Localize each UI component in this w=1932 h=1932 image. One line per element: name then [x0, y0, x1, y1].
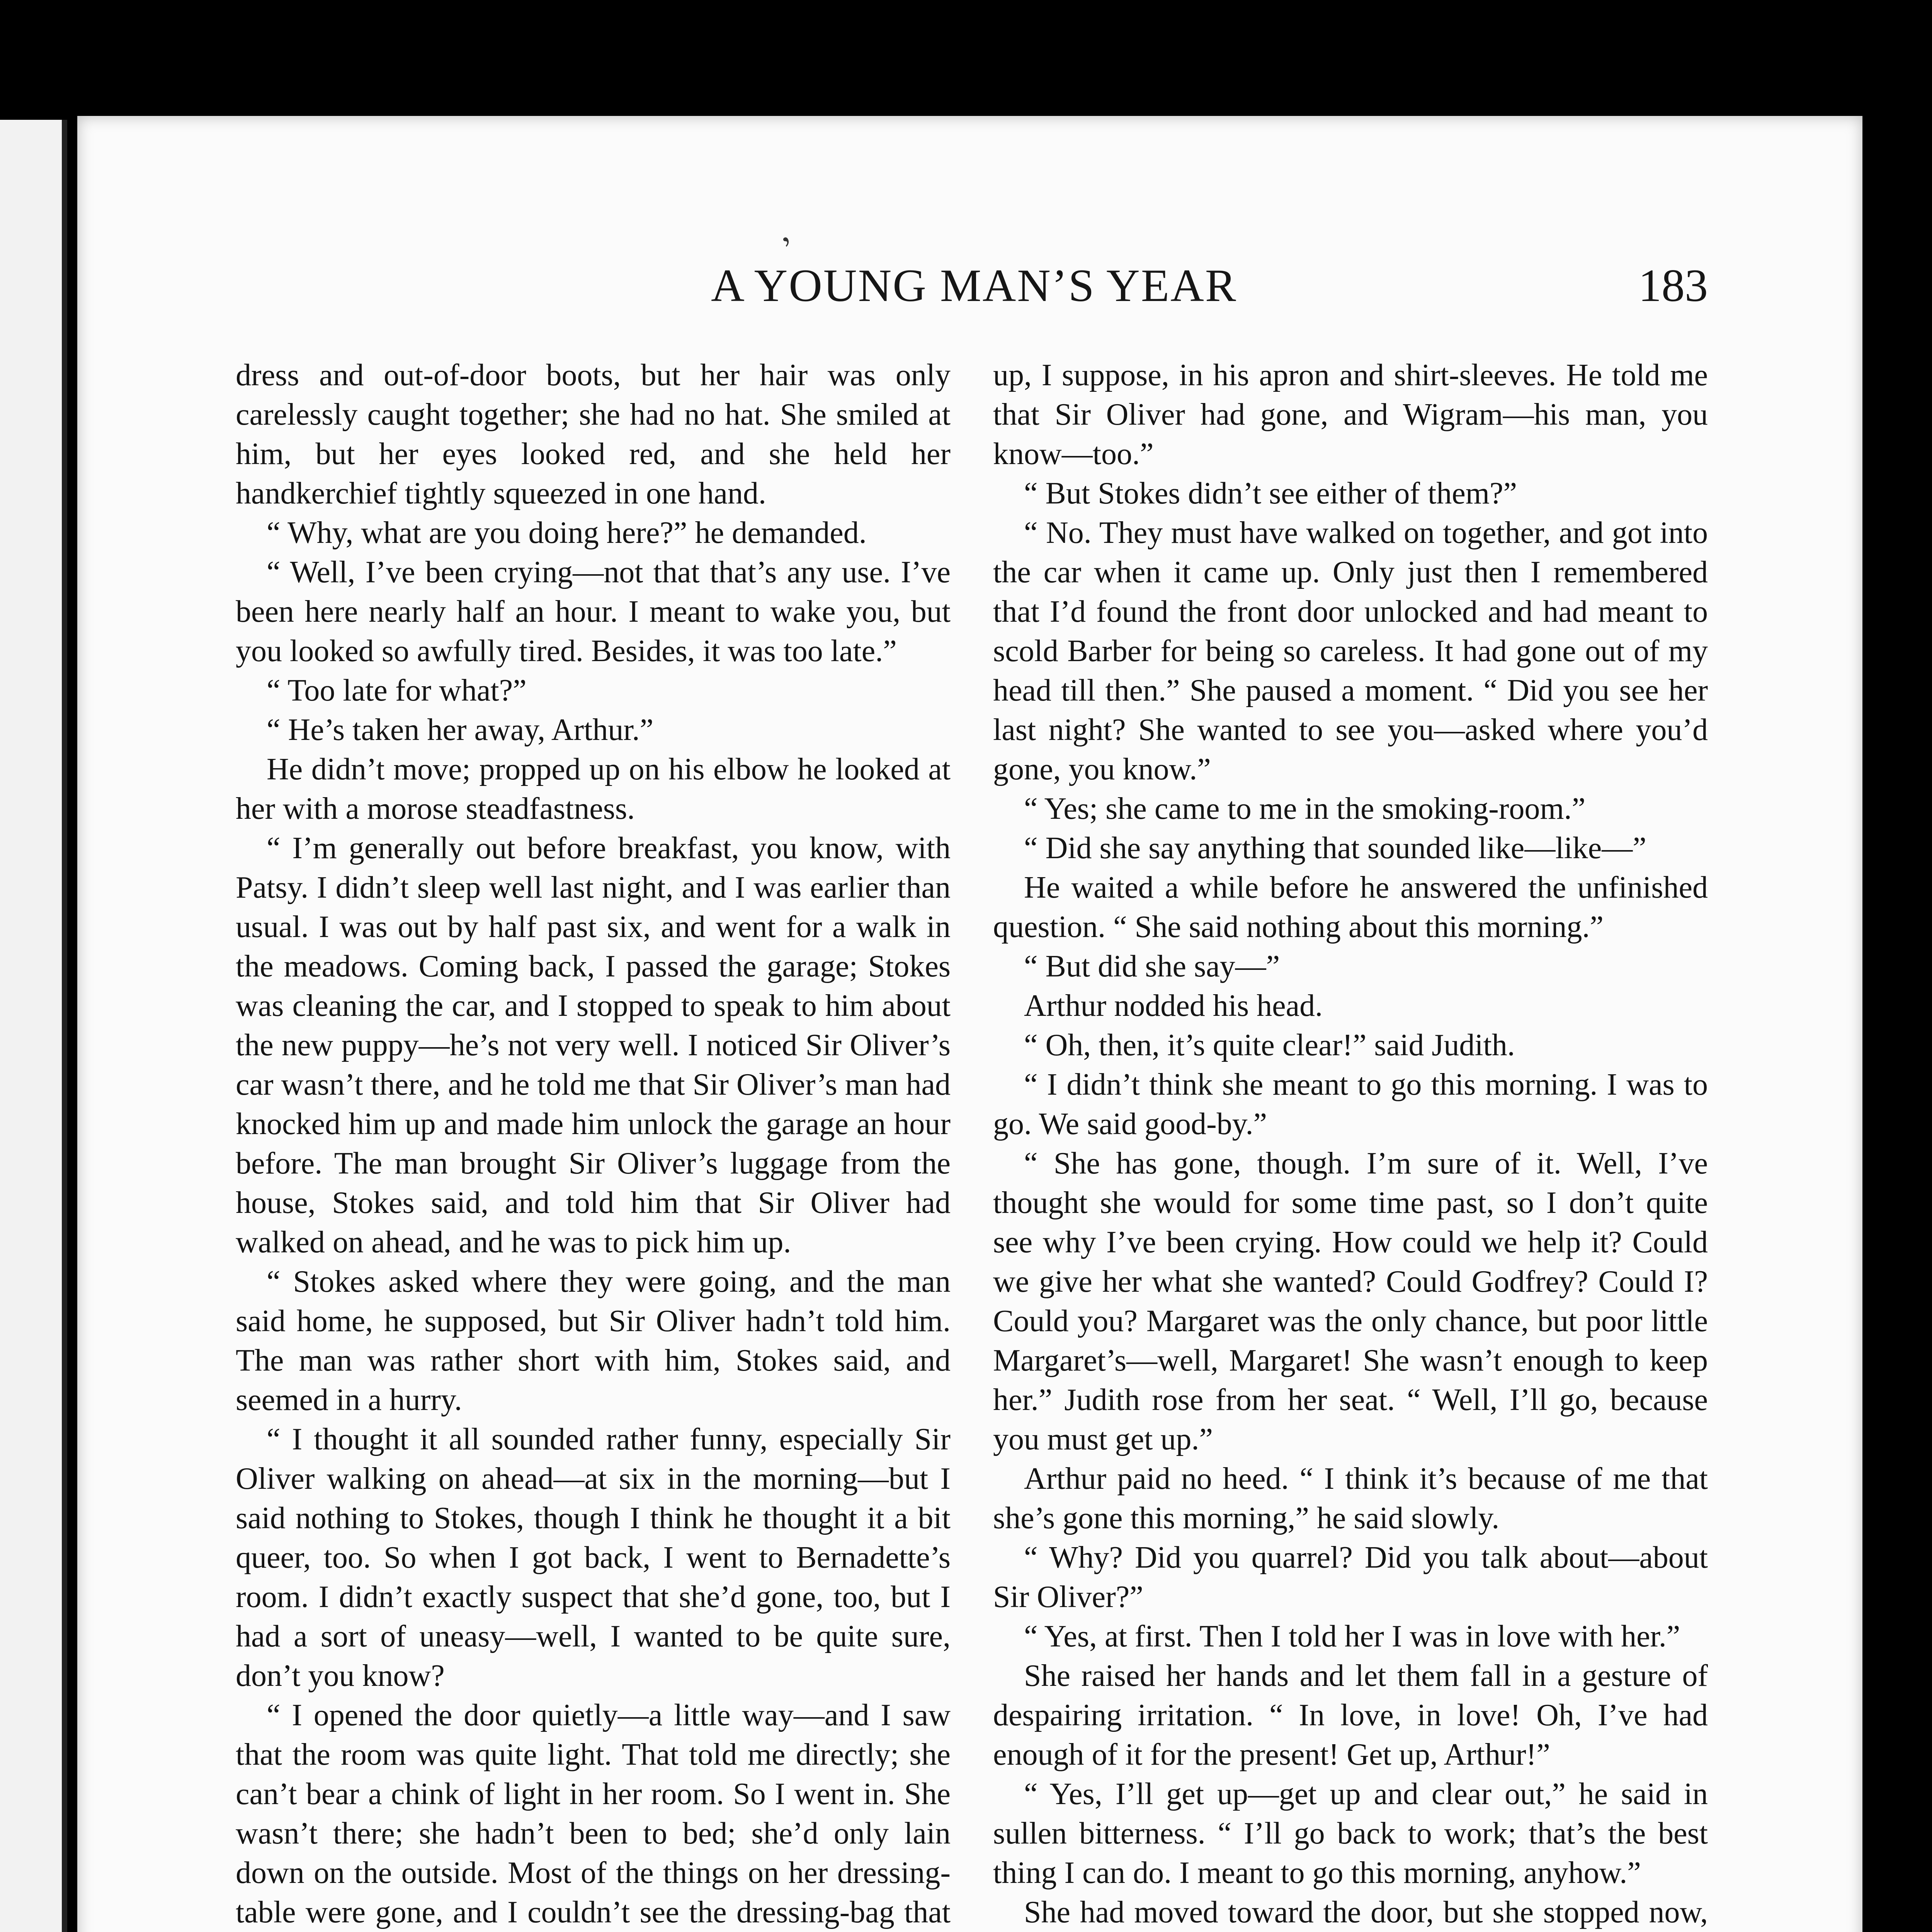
paragraph: “ Too late for what?”: [267, 673, 527, 707]
paragraph: “ Yes; she came to me in the smoking-room.”: [1024, 792, 1586, 826]
paragraph: She had moved toward the door, but she stopped now,: [1024, 1895, 1708, 1929]
paragraph: “ No. They must have walked on together, and got into the car when it came up. Only just then I remembered that I’d found the front door unlocked and had meant to scold Barber for being so careless. It had gone out of my head till then.” She paused a moment. “ Did you see her last night? She wanted to see you—asked where you’d gone, you know.”: [993, 516, 1708, 786]
paragraph: “ Oh, then, it’s quite clear!” said Judith.: [1024, 1028, 1515, 1062]
paragraph: She raised her hands and let them fall in a gesture of despairing irritation. “ In love, in love! Oh, I’ve had enough of it for the present! Get up, Arthur!”: [993, 1659, 1708, 1772]
paragraph: up, I suppose, in his apron and shirt-sleeves. He told me that Sir Oliver had gone, and Wigram—his man, you know—too.”: [993, 358, 1708, 471]
paragraph: Arthur nodded his head.: [1024, 989, 1323, 1023]
page-number: 183: [1638, 260, 1708, 311]
paragraph: “ Did she say anything that sounded like—like—”: [1024, 831, 1646, 865]
paragraph: “ I thought it all sounded rather funny, especially Sir Oliver walking on ahead—at six in the morning—but I said nothing to Stokes, though I think he thought it a bit queer, too. So when I got back, I went to Bernadette’s room. I didn’t exactly suspect that she’d gone, too, but I had a sort of uneasy—well, I wanted to be quite sure, don’t you know?: [236, 1422, 951, 1693]
paragraph: “ Stokes asked where they were going, and the man said home, he supposed, but Sir Oliver hadn’t told him. The man was rather short with him, Stokes said, and seemed in a hurry.: [236, 1265, 951, 1417]
paragraph: “ Why, what are you doing here?” he demanded.: [267, 516, 867, 550]
running-title: A YOUNG MAN’S YEAR: [711, 260, 1237, 311]
paragraph: He waited a while before he answered the unfinished question. “ She said nothing about this morning.”: [993, 871, 1708, 944]
paragraph: “ He’s taken her away, Arthur.”: [267, 713, 654, 747]
paragraph: “ Well, I’ve been crying—not that that’s any use. I’ve been here nearly half an hour. I meant to wake you, but you looked so awfully tired. Besides, it was too late.”: [236, 555, 951, 668]
facing-page-edge: [0, 120, 67, 1932]
text-column-left: [236, 355, 951, 1932]
paragraph: “ I’m generally out before breakfast, you know, with Patsy. I didn’t sleep well last night, and I was earlier than usual. I was out by half past six, and went for a walk in the meadows. Coming back, I passed the garage; Stokes was cleaning the car, and I stopped to speak to him about the new puppy—he’s not very well. I noticed Sir Oliver’s car wasn’t there, and he told me that Sir Oliver’s man had knocked him up and made him unlock the garage an hour before. The man brought Sir Oliver’s luggage from the house, Stokes said, and told him that Sir Oliver had walked on ahead, and he was to pick him up.: [236, 831, 951, 1259]
paragraph: “ Yes, I’ll get up—get up and clear out,” he said in sullen bitterness. “ I’ll go back to work; that’s the best thing I can do. I meant to go this morning, anyhow.”: [993, 1777, 1708, 1890]
paragraph: “ Why? Did you quarrel? Did you talk about—about Sir Oliver?”: [993, 1541, 1708, 1614]
paragraph: “ Yes, at first. Then I told her I was in love with her.”: [1024, 1619, 1680, 1653]
paragraph: Arthur paid no heed. “ I think it’s because of me that she’s gone this morning,” he said slowly.: [993, 1462, 1708, 1535]
paragraph: He didn’t move; propped up on his elbow he looked at her with a morose steadfastness.: [236, 752, 951, 826]
paragraph: dress and out-of-door boots, but her hair was only carelessly caught together; she had no hat. She smiled at him, but her eyes looked red, and she held her handkerchief tightly squeezed in one hand.: [236, 358, 951, 510]
pencil-mark: ʼ: [776, 228, 805, 267]
paragraph: “ But did she say—”: [1024, 949, 1280, 983]
paragraph: “ But Stokes didn’t see either of them?”: [1024, 476, 1517, 510]
paragraph: “ I opened the door quietly—a little way—and I saw that the room was quite light. That told me directly; she can’t bear a chink of light in her room. So I went in. She wasn’t there; she hadn’t been to bed; she’d only lain down on the outside. Most of the things on her dressing-table were gone, and I couldn’t see the dressing-bag that: [236, 1698, 951, 1929]
paragraph: “ She has gone, though. I’m sure of it. Well, I’ve thought she would for some time past, so I don’t quite see why I’ve been crying. How could we help it? Could we give her what she wanted? Could Godfrey? Could I? Could you? Margaret was the only chance, but poor little Margaret’s—well, Margaret! She wasn’t enough to keep her.” Judith rose from her seat. “ Well, I’ll go, because you must get up.”: [993, 1146, 1708, 1456]
text-column-right: [993, 355, 1708, 1932]
book-page: [77, 116, 1862, 1932]
paragraph: “ I didn’t think she meant to go this morning. I was to go. We said good-by.”: [993, 1068, 1708, 1141]
